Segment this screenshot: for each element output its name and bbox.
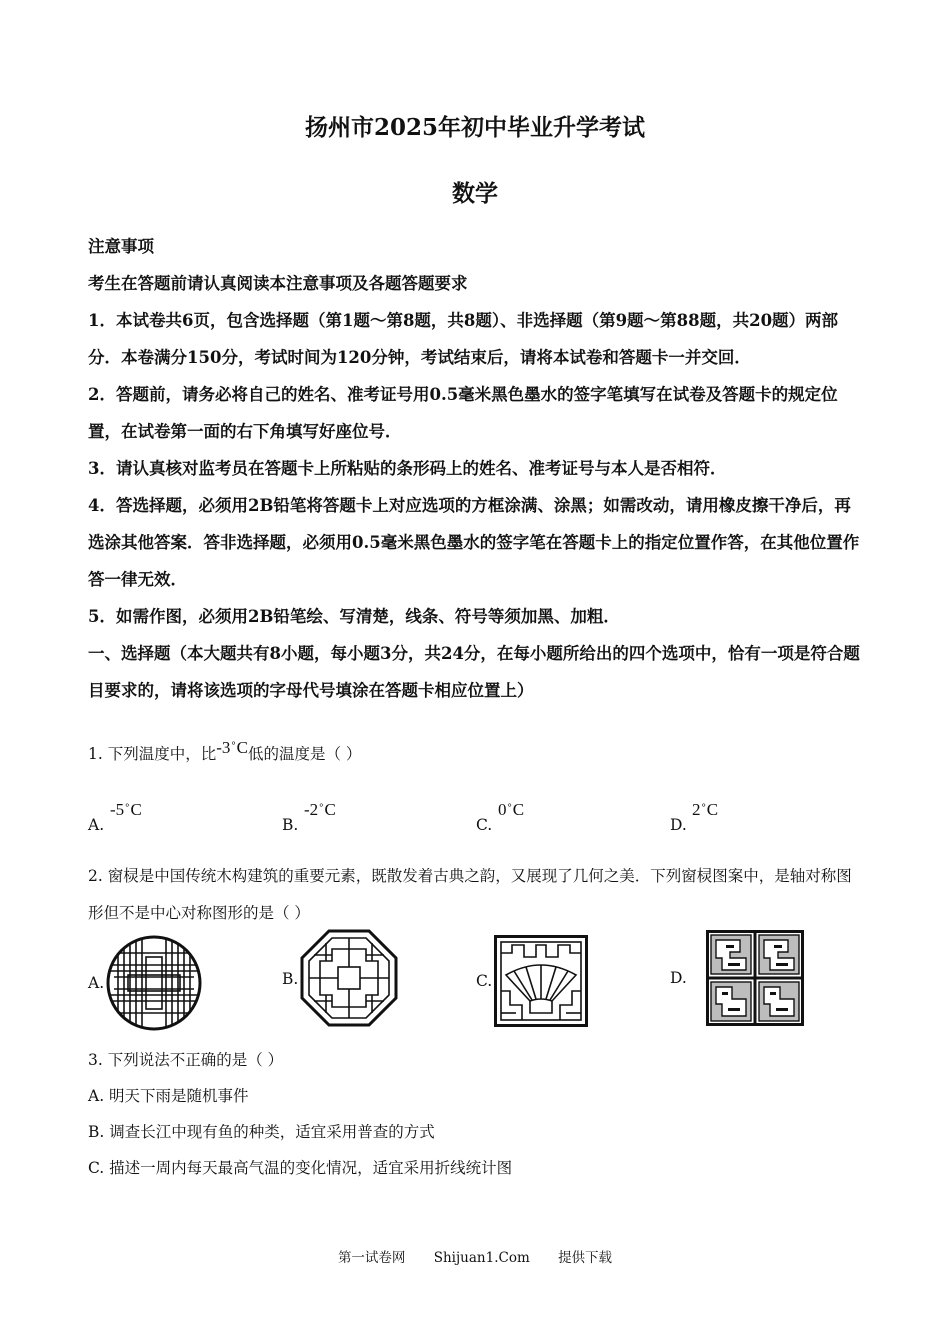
note-item-1: 1．本试卷共6页，包含选择题（第1题～第8题，共8题）、非选择题（第9题～第88题，共20题）两部分．本卷满分150分，考试时间为120分钟，考试结束后，请将本试卷和答题卡一并交回． <box>88 311 839 367</box>
q1-stem-after: 低的温度是（ ） <box>248 745 362 763</box>
page-footer <box>0 1246 950 1266</box>
q3-option-a[interactable]: A. 明天下雨是随机事件 <box>88 1087 249 1105</box>
q1-stem-temperature: -3∘C <box>216 738 248 757</box>
notes-intro: 考生在答题前请认真阅读本注意事项及各题答题要求 <box>88 274 468 293</box>
exam-title: 扬州市2025年初中毕业升学考试 <box>304 114 645 141</box>
q3-option-b[interactable]: B. 调查长江中现有鱼的种类，适宜采用普查的方式 <box>88 1123 435 1141</box>
note-item-5: 5．如需作图，必须用2B铅笔绘、写清楚，线条、符号等须加黑、加粗． <box>88 607 620 626</box>
fan-lattice-window-icon <box>494 935 588 1027</box>
footer-site-link[interactable]: Shijuan1.Com <box>433 1250 530 1266</box>
octagon-lattice-window-icon <box>300 929 398 1027</box>
note-item-4: 4．答选择题，必须用2B铅笔将答题卡上对应选项的方框涂满、涂黑；如需改动，请用橡皮擦干净后，再选涂其他答案．答非选择题，必须用0.5毫米黑色墨水的签字笔在答题卡上的指定位置作答，在其他位置作答一律无效． <box>88 496 860 589</box>
q3-stem: 3. 下列说法不正确的是（ ） <box>88 1051 284 1069</box>
note-item-2: 2．答题前，请务必将自己的姓名、准考证号用0.5毫米黑色墨水的签字笔填写在试卷及答题卡的规定位置，在试卷第一面的右下角填写好座位号． <box>88 385 838 441</box>
q2-option-c[interactable]: C. <box>476 935 596 1027</box>
note-item-3: 3．请认真核对监考员在答题卡上所粘贴的条形码上的姓名、准考证号与本人是否相符． <box>88 459 727 478</box>
q1-stem-before: 1. 下列温度中，比 <box>88 745 217 763</box>
question-2: 2. 窗棂是中国传统木构建筑的重要元素，既散发着古典之韵，又展现了几何之美．下列窗棂图案中，是轴对称图形但不是中心对称图形的是（ ） <box>88 867 852 922</box>
notes-section <box>88 228 860 709</box>
subject-title: 数学 <box>452 180 498 207</box>
footer-left: 第一试卷网 <box>337 1250 406 1266</box>
exam-page: 扬州市2025年初中毕业升学考试 数学 注意事项 考生在答题前请认真阅读本注意事项及各题答题要求 1．本试卷共6页，包含选择题（第1题～第8题，共8题）、非选择题（第9题～第88题，共20题）两部分．本卷满分150分，考试时间为120分钟，考试结束后，请将本试卷和答题卡一并交回． 2．答题前，请务必将自己的姓名、准考证号用0.5毫米黑色墨水的签字笔填写在试卷及答题卡的规定位置，在试卷第一面的右下角填写好座位号． 3．请认真核对监考员在答题卡上所粘贴的条形码上的姓名、准考证号与本人是否相符． 4．答选择题，必须用2B铅笔将答题卡上对应选项的方框涂满、涂黑；如需改动，请用橡皮擦干净后，再选涂其他答案．答非选择题，必须用0.5毫米黑色墨水的签字笔在答题卡上的指定位置作答，在其他位置作答一律无效． 5．如需作图，必须用2B铅笔绘、写清楚，线条、符号等须加黑、加粗． 一、选择题（本大题共有8小题，每小题3分，共24分，在每小题所给出的四个选项中，恰有一项是符合题目要求的，请将该选项的字母代号填涂在答题卡相应位置上） 1. 下列温度中，比-3∘C低的温度是（ ） A. -5∘C B. -2∘C C. 0∘C D. 2∘C 2. 窗棂是中国传统木构建筑的重要元素，既散发着古典之韵，又展现了几何之美．下列窗棂图案中，是轴对称图形但不是中心对称图形的是（ ） A. B. C. D. 3. 下列说法不正确的是（ ） A. 明天下雨是随机事件 B. 调查长江中现有鱼的种类，适宜采用普查的方式 C. 描述一周内每天最高气温的变化情况，适宜采用折线统计图 第一试卷网 Shijuan1.Com 提供下载 <box>0 0 950 1344</box>
q2-option-a[interactable]: A. <box>88 935 208 1031</box>
q2-option-b[interactable]: B. <box>282 929 402 1029</box>
question-3 <box>88 1042 860 1186</box>
question-1 <box>88 738 860 764</box>
round-lattice-window-icon <box>106 935 202 1031</box>
section-heading: 一、选择题（本大题共有8小题，每小题3分，共24分，在每小题所给出的四个选项中，恰有一项是符合题目要求的，请将该选项的字母代号填涂在答题卡相应位置上） <box>88 644 860 700</box>
notes-heading: 注意事项 <box>88 237 154 256</box>
swastika-lattice-window-icon <box>706 930 804 1026</box>
q3-option-c[interactable]: C. 描述一周内每天最高气温的变化情况，适宜采用折线统计图 <box>88 1159 513 1177</box>
q2-option-d[interactable]: D. <box>670 930 810 1026</box>
footer-right: 提供下载 <box>558 1250 613 1266</box>
